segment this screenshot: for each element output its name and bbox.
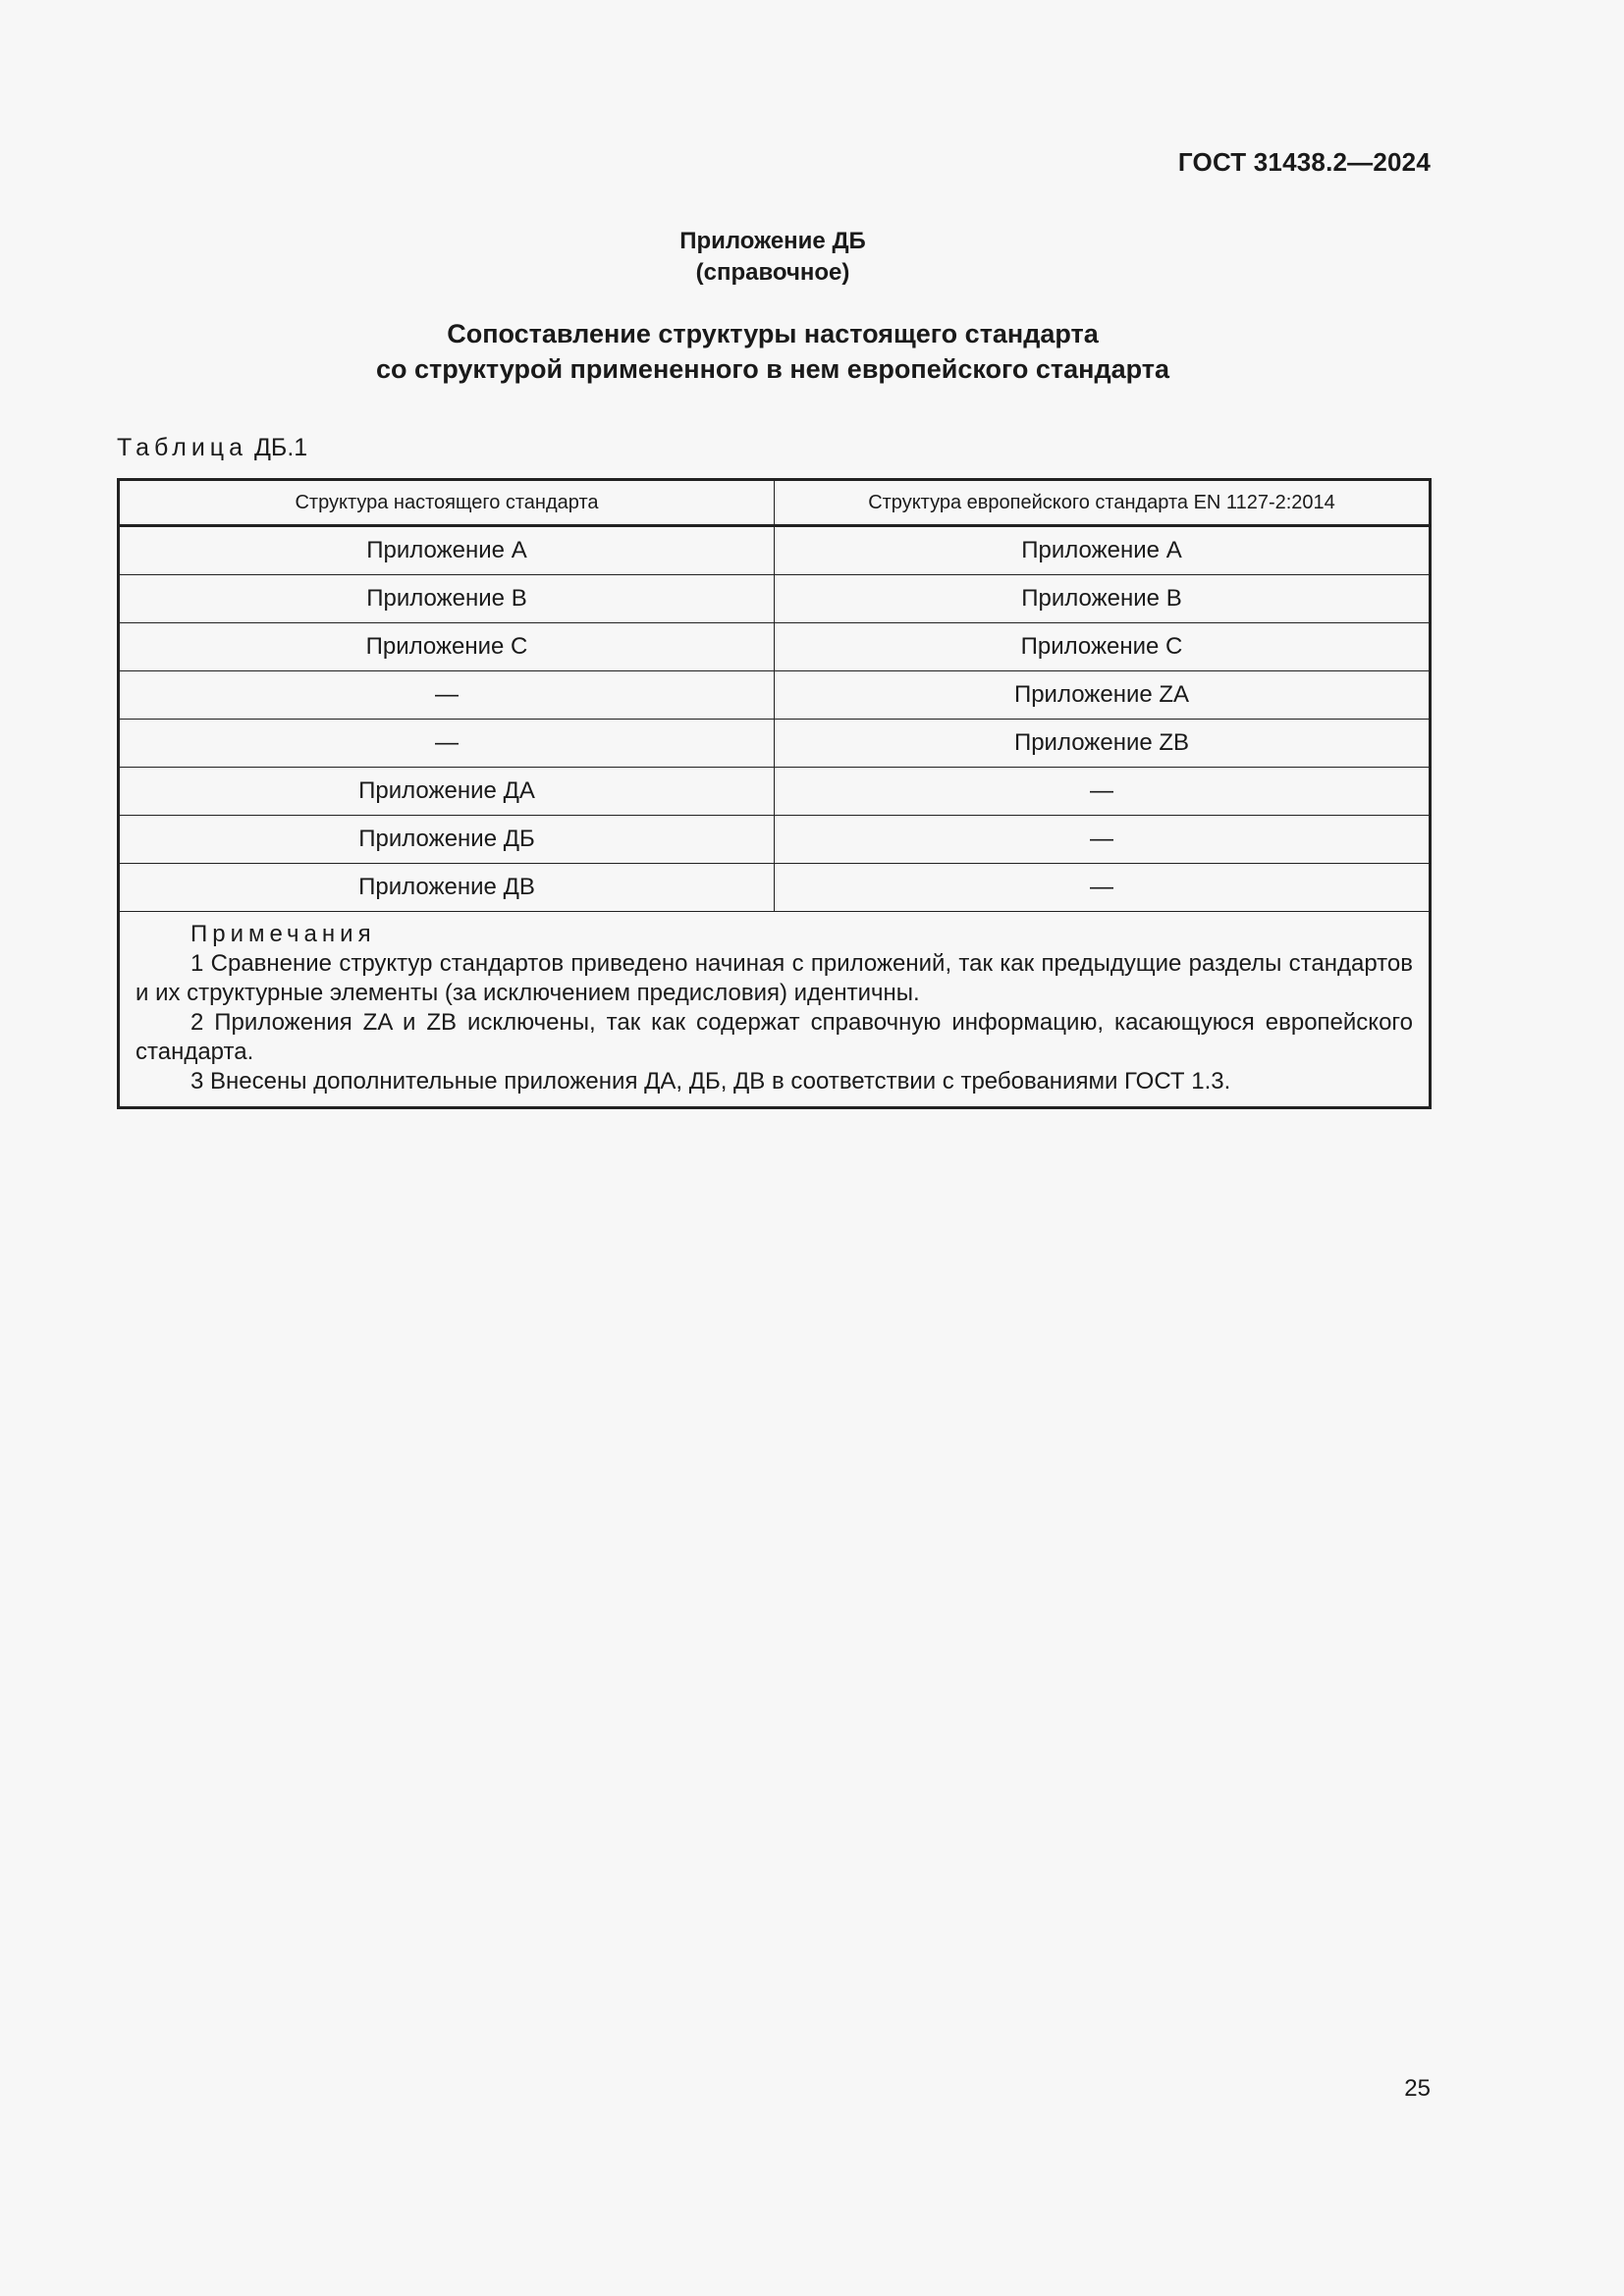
annex-heading xyxy=(0,226,1545,289)
table-caption xyxy=(117,434,307,462)
table-caption-word: Таблица xyxy=(117,434,248,461)
table-row xyxy=(119,671,1431,720)
annex-status: (справочное) xyxy=(695,259,850,286)
comparison-table xyxy=(117,478,1432,1109)
table-cell: Приложение ZA xyxy=(775,671,1431,720)
table-cell: Приложение А xyxy=(119,526,775,575)
annex-label: Приложение ДБ xyxy=(679,228,866,254)
table-cell: — xyxy=(775,816,1431,864)
table-cell: — xyxy=(775,768,1431,816)
table-cell: Приложение С xyxy=(119,623,775,671)
column-header-european-standard: Структура европейского стандарта EN 1127-2:2014 xyxy=(775,480,1431,526)
table-cell: — xyxy=(775,864,1431,912)
table-row xyxy=(119,575,1431,623)
standard-designation: ГОСТ 31438.2—2024 xyxy=(1177,147,1431,177)
table-cell: Приложение ZB xyxy=(775,720,1431,768)
table-notes xyxy=(119,912,1431,1108)
table-cell: Приложение ДВ xyxy=(119,864,775,912)
table-cell: Приложение С xyxy=(775,623,1431,671)
table-row xyxy=(119,526,1431,575)
table-cell: Приложение В xyxy=(119,575,775,623)
note-item: 3 Внесены дополнительные приложения ДА, ДБ, ДВ в соответствии с требованиями ГОСТ 1.3. xyxy=(190,1068,1231,1095)
table-cell: Приложение А xyxy=(775,526,1431,575)
table-row xyxy=(119,816,1431,864)
notes-heading: Примечания xyxy=(190,921,376,947)
table-row xyxy=(119,864,1431,912)
column-header-current-standard: Структура настоящего стандарта xyxy=(119,480,775,526)
table-header-row xyxy=(119,480,1431,526)
annex-title xyxy=(0,316,1545,387)
note-item: 1 Сравнение структур стандартов приведено начиная с приложений, так как предыдущие разделы стандартов и их структурные элементы (за исключением предисловия) идентичны. xyxy=(135,950,1413,1006)
table-row xyxy=(119,720,1431,768)
table-cell: — xyxy=(119,671,775,720)
annex-title-line-2: со структурой примененного в нем европейского стандарта xyxy=(376,354,1169,384)
table-notes-row xyxy=(119,912,1431,1108)
table-cell: Приложение В xyxy=(775,575,1431,623)
note-item: 2 Приложения ZA и ZB исключены, так как содержат справочную информацию, касающуюся европейского стандарта. xyxy=(135,1009,1413,1065)
annex-title-line-1: Сопоставление структуры настоящего стандарта xyxy=(447,319,1099,348)
table-caption-number: ДБ.1 xyxy=(253,434,308,461)
table-cell: Приложение ДА xyxy=(119,768,775,816)
table-cell: Приложение ДБ xyxy=(119,816,775,864)
table-row xyxy=(119,768,1431,816)
page-number: 25 xyxy=(1404,2075,1431,2102)
table-cell: — xyxy=(119,720,775,768)
table-row xyxy=(119,623,1431,671)
